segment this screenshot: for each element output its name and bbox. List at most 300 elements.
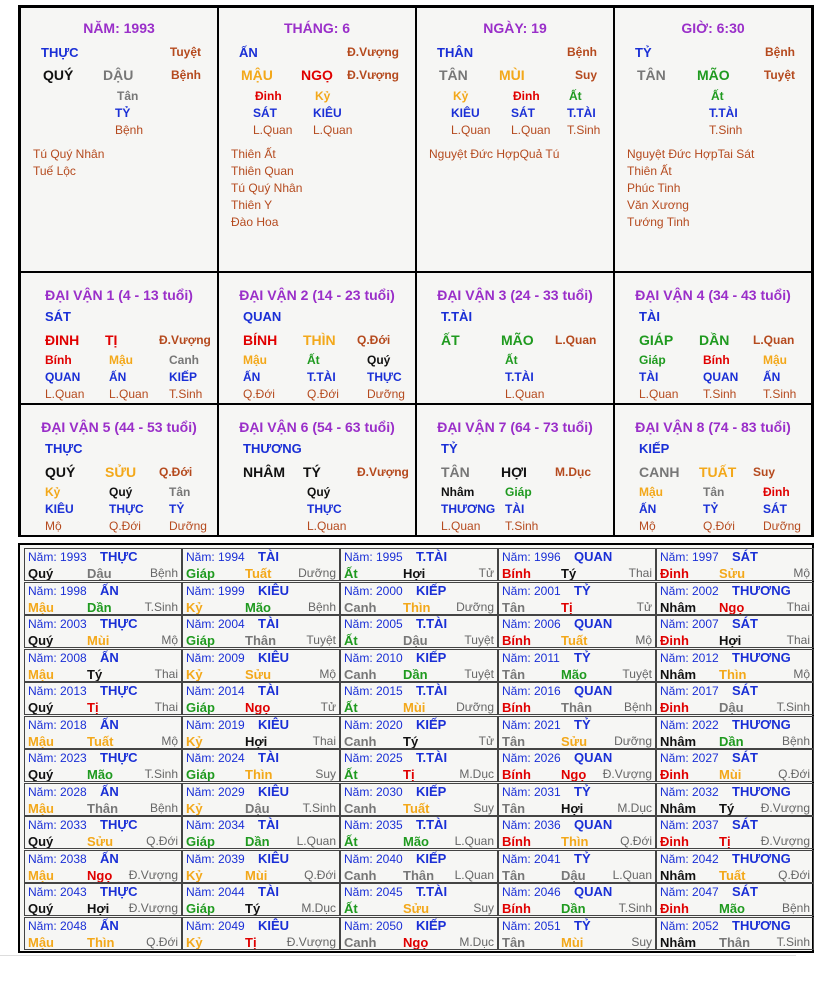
year-stem: Quý [28,566,54,581]
year-number: 2039 [214,851,245,866]
special-star: Thiên Ất [231,147,276,161]
year-branch: Sửu [561,733,588,749]
year-branch: Tuất [87,733,114,749]
year-cell [340,716,498,749]
year-ten-god: QUAN [574,616,613,631]
year-cell [498,682,656,715]
year-number: 2024 [214,751,245,765]
year-cell [182,649,340,682]
year-label [660,651,719,665]
year-stem: Canh [344,733,377,749]
year-label [186,852,245,866]
year-ten-god: SÁT [732,683,758,698]
year-prefix: Năm: [28,617,57,631]
year-growth: M.Dục [301,901,336,915]
year-branch: Mão [719,901,745,916]
year-ten-god: TÀI [258,683,279,698]
year-ten-god: TỶ [574,582,591,598]
luck-growth: Q.Đới [357,333,391,347]
year-stem: Đinh [660,700,689,715]
hidden-ten-god: T.TÀI [567,106,596,120]
year-growth: T.Sinh [144,599,178,614]
year-stem: Đinh [660,633,689,648]
year-stem: Ất [344,566,358,581]
earthly-branch: MÃO [697,67,730,83]
pillar-cell [218,7,416,272]
year-prefix: Năm: [28,550,57,564]
year-prefix: Năm: [344,818,373,832]
hidden-stem: Ất [569,89,582,103]
luck-hidden-stem: Quý [109,485,133,499]
year-stem: Kỷ [186,666,203,682]
year-label [28,584,87,598]
year-stem: Nhâm [660,666,697,682]
luck-ten-god: SÁT [45,309,71,324]
luck-pillar-cell [218,404,416,536]
year-growth: Tử [636,599,652,614]
year-ten-god: KIÊU [258,649,290,665]
year-label [28,617,87,631]
luck-pillar-cell [20,404,218,536]
year-branch: Ngọ [561,767,587,782]
year-label [28,651,87,665]
year-stem: Ất [344,700,358,715]
year-ten-god: TÀI [258,884,279,899]
year-ten-god: TỶ [574,783,591,799]
year-ten-god: TÀI [258,616,279,631]
year-prefix: Năm: [660,885,689,899]
year-branch: Thìn [719,666,747,682]
luck-hidden-stem: Bính [703,353,730,367]
year-branch: Thìn [245,767,273,782]
year-ten-god: T.TÀI [416,616,448,631]
year-label [660,718,719,732]
year-growth: Dưỡng [456,599,494,614]
growth-stage-top: Tuyệt [169,45,201,59]
special-star: Phúc Tinh [627,181,681,195]
growth-stage: Bệnh [171,68,201,82]
year-ten-god: QUAN [574,884,613,899]
luck-hidden-stem: Mậu [109,353,133,367]
year-branch: Dậu [403,633,428,648]
year-growth: Bệnh [149,800,178,815]
pillar-cell [416,7,614,272]
year-cell [182,749,340,782]
year-prefix: Năm: [186,617,215,631]
year-number: 2003 [56,617,87,631]
year-growth: Đ.Vượng [128,867,178,882]
year-growth: Bệnh [623,700,652,714]
year-branch: Tý [245,901,261,916]
luck-growth: Đ.Vượng [159,333,211,347]
luck-ten-god: THỰC [45,441,83,456]
luck-stem: CANH [639,464,680,480]
year-label [186,818,245,832]
year-growth: Tử [320,700,336,714]
luck-hidden-stem: Quý [307,485,331,499]
year-stem: Quý [28,767,54,782]
year-prefix: Năm: [502,717,531,732]
year-number: 1995 [372,550,403,564]
year-growth: Thai [628,566,652,580]
growth-stage-top: Bệnh [567,45,597,59]
year-cell [340,548,498,581]
year-stem: Giáp [186,767,215,782]
pillar-title: NGÀY: 19 [483,20,547,36]
year-branch: Hợi [403,566,426,581]
year-growth: Mộ [161,733,178,748]
year-number: 2009 [214,650,245,665]
year-prefix: Năm: [502,885,531,899]
year-prefix: Năm: [186,885,215,899]
year-number: 2002 [688,583,719,598]
year-ten-god: QUAN [574,750,613,765]
growth-stage: Suy [574,68,597,82]
year-stem: Kỷ [186,867,203,883]
year-number: 2007 [688,617,719,631]
year-prefix: Năm: [344,684,373,698]
year-cell [182,850,340,883]
hidden-growth: L.Quan [253,123,293,137]
year-stem: Tân [502,599,526,615]
year-growth: Mộ [793,666,810,681]
luck-hidden-growth: L.Quan [505,387,545,401]
year-prefix: Năm: [660,550,689,564]
year-branch: Hợi [719,633,742,648]
year-growth: Q.Đới [304,867,336,882]
luck-hidden-ten-god: T.TÀI [505,370,534,384]
year-number: 2001 [530,583,561,598]
year-number: 1997 [688,550,719,564]
luck-hidden-stem: Ất [505,353,518,367]
luck-ten-god: TÀI [639,309,660,324]
year-prefix: Năm: [344,751,373,765]
year-growth: Q.Đới [620,834,652,848]
pillar-cell [614,7,812,272]
year-prefix: Năm: [502,851,531,866]
year-number: 2050 [372,918,403,933]
year-number: 2027 [688,751,719,765]
special-star: Đào Hoa [231,215,279,229]
luck-hidden-ten-god: QUAN [45,370,81,384]
year-prefix: Năm: [28,751,57,765]
year-number: 2016 [530,684,561,698]
year-stem: Ất [344,901,358,916]
year-ten-god: QUAN [574,683,613,698]
year-label [502,718,561,732]
year-prefix: Năm: [28,717,57,732]
special-star: Thiên Y [231,198,273,212]
year-prefix: Năm: [28,818,57,832]
year-prefix: Năm: [344,851,373,866]
year-number: 2004 [214,617,245,631]
year-prefix: Năm: [502,684,531,698]
year-branch: Tị [403,767,415,782]
year-cell [24,582,182,615]
luck-hidden-stem: Tân [703,485,725,499]
year-ten-god: KIÊU [258,850,290,866]
year-growth: M.Dục [459,767,494,781]
year-branch: Thân [87,800,119,816]
year-branch: Ngọ [719,599,745,615]
year-growth: Dưỡng [298,566,336,580]
year-label [344,684,403,698]
luck-hidden-ten-god: SÁT [763,502,787,516]
hidden-ten-god: T.TÀI [709,106,738,120]
year-number: 2040 [372,851,403,866]
pillar-cell [20,7,218,272]
year-branch: Thân [403,867,435,883]
year-label [660,550,719,564]
year-branch: Thân [561,700,593,715]
year-number: 2032 [688,784,719,799]
year-branch: Dần [403,666,428,682]
year-growth: Dưỡng [614,733,652,748]
year-branch: Mùi [245,867,268,883]
year-prefix: Năm: [344,717,373,732]
luck-hidden-stem: Mậu [243,353,267,367]
year-label [660,818,719,832]
year-growth: Đ.Vượng [128,901,178,915]
year-branch: Tị [719,834,731,849]
year-number: 2006 [530,617,561,631]
year-number: 2005 [372,617,403,631]
year-number: 2042 [688,851,719,866]
special-star: Thiên Ất [627,164,672,178]
luck-hidden-stem: Quý [367,353,391,367]
luck-hidden-growth: Q.Đới [243,387,275,401]
year-cell [340,783,498,816]
year-ten-god: THỰC [100,817,138,832]
luck-branch: TỊ [105,332,118,348]
year-branch: Tý [561,566,577,581]
year-branch: Mùi [719,767,742,782]
luck-hidden-ten-god: THỰC [367,370,402,384]
hidden-ten-god: KIÊU [451,106,480,120]
year-stem: Ất [344,834,358,849]
year-branch: Dần [87,599,112,615]
year-growth: Mộ [319,666,336,681]
year-growth: Mộ [793,566,810,580]
year-ten-god: T.TÀI [416,884,448,899]
luck-hidden-ten-god: TỶ [169,502,185,516]
year-prefix: Năm: [186,717,215,732]
year-branch: Dậu [245,800,270,816]
luck-hidden-ten-god: THỰC [307,502,342,516]
year-prefix: Năm: [502,818,531,832]
year-stem: Bính [502,633,531,648]
year-stem: Đinh [660,834,689,849]
year-number: 2041 [530,851,561,866]
year-label [28,885,87,899]
year-branch: Ngọ [403,934,429,950]
year-growth: T.Sinh [618,901,652,915]
year-cell [656,749,814,782]
year-label [28,751,87,765]
year-label [28,818,87,832]
year-branch: Tuất [245,566,272,581]
year-growth: Thai [154,666,178,681]
year-label [344,818,403,832]
luck-hidden-stem: Mậu [763,353,787,367]
year-growth: Bệnh [781,901,810,915]
year-growth: M.Dục [617,800,652,815]
year-number: 2015 [372,684,403,698]
year-cell [182,883,340,916]
year-branch: Thìn [561,834,589,849]
year-ten-god: QUAN [574,817,613,832]
year-number: 1998 [56,583,87,598]
year-number: 2052 [688,918,719,933]
luck-ten-god: TỶ [441,441,458,456]
year-branch: Sửu [719,566,746,581]
year-growth: Q.Đới [146,834,178,848]
luck-title: ĐẠI VẬN 2 (14 - 23 tuổi) [239,287,395,303]
year-cell [498,582,656,615]
year-cell [498,883,656,916]
year-number: 2023 [56,751,87,765]
year-label [502,852,561,866]
luck-hidden-stem: Giáp [639,353,666,367]
year-branch: Mão [561,666,587,682]
year-cell [498,749,656,782]
ten-god-stem: ẤN [239,45,258,60]
year-stem: Nhâm [660,867,697,883]
year-prefix: Năm: [186,550,215,564]
year-growth: L.Quan [612,867,652,882]
year-stem: Tân [502,867,526,883]
year-branch: Thân [719,934,751,950]
year-number: 2028 [56,784,87,799]
hidden-stem: Đinh [255,89,282,103]
year-stem: Canh [344,934,377,950]
year-prefix: Năm: [660,918,689,933]
year-stem: Mậu [28,800,54,816]
year-label [502,651,560,665]
year-label [186,751,245,765]
year-growth: Đ.Vượng [602,767,652,781]
year-number: 2043 [56,885,87,899]
year-prefix: Năm: [660,684,689,698]
year-prefix: Năm: [344,918,373,933]
year-branch: Tị [245,934,257,950]
year-ten-god: T.TÀI [416,683,448,698]
year-stem: Nhâm [660,599,697,615]
year-branch: Dậu [561,867,586,883]
hidden-growth: T.Sinh [709,123,743,137]
year-branch: Sửu [403,901,430,916]
year-ten-god: T.TÀI [416,549,448,564]
luck-stem: TÂN [441,464,470,480]
year-ten-god: QUAN [574,549,613,564]
year-cell [182,548,340,581]
pillar-title: NĂM: 1993 [83,20,155,36]
year-stem: Nhâm [660,733,697,749]
year-ten-god: ẤN [100,716,119,732]
year-stem: Giáp [186,633,215,648]
luck-hidden-growth: T.Sinh [763,387,797,401]
year-prefix: Năm: [186,851,215,866]
year-prefix: Năm: [502,550,531,564]
luck-stem: ẤT [441,332,460,348]
year-branch: Tý [403,733,419,749]
year-label [344,852,403,866]
year-prefix: Năm: [186,818,215,832]
earthly-branch: NGỌ [301,67,333,83]
year-cell [24,850,182,883]
year-branch: Thân [245,633,277,648]
year-branch: Tuất [403,800,430,816]
year-stem: Quý [28,633,54,648]
year-number: 2019 [214,717,245,732]
year-ten-god: KIẾP [416,716,447,732]
luck-hidden-ten-god: KIẾP [169,370,198,384]
year-ten-god: ẤN [100,850,119,866]
year-cell [340,850,498,883]
year-ten-god: KIẾP [416,582,447,598]
luck-hidden-ten-god: TÀI [639,370,659,384]
year-number: 2049 [214,918,245,933]
year-cell [656,548,814,581]
year-label [502,617,561,631]
hidden-growth: Bệnh [115,123,144,137]
year-prefix: Năm: [344,784,373,799]
year-number: 2012 [688,650,719,665]
year-stem: Canh [344,666,377,682]
hidden-stem: Kỷ [315,89,331,103]
year-growth: Thai [312,733,336,748]
ten-god-stem: THÂN [437,45,474,60]
year-growth: Bệnh [781,733,810,748]
year-label [186,617,245,631]
year-ten-god: SÁT [732,750,758,765]
year-label [28,919,87,933]
year-prefix: Năm: [660,583,689,598]
year-branch: Dậu [87,566,112,581]
year-branch: Dần [245,834,270,849]
year-number: 2037 [688,818,719,832]
year-label [502,684,561,698]
year-branch: Thìn [87,934,115,950]
year-cell [656,716,814,749]
year-branch: Mão [403,834,429,849]
luck-ten-god: THƯƠNG [243,441,302,456]
year-prefix: Năm: [344,617,373,631]
year-cell [656,917,814,950]
luck-hidden-growth: Dưỡng [367,387,405,401]
year-growth: M.Dục [459,934,494,949]
year-prefix: Năm: [28,583,57,598]
year-growth: Tử [478,566,494,580]
year-ten-god: THỰC [100,549,138,564]
year-label [344,550,403,564]
growth-stage-top: Đ.Vượng [347,45,399,59]
year-cell [24,716,182,749]
year-number: 2044 [214,885,245,899]
year-cell [24,816,182,849]
year-ten-god: T.TÀI [416,817,448,832]
year-prefix: Năm: [28,650,57,665]
year-cell [656,816,814,849]
year-prefix: Năm: [28,784,57,799]
year-ten-god: KIẾP [416,917,447,933]
hidden-stem: Đinh [513,89,540,103]
year-number: 2031 [530,784,561,799]
year-branch: Hợi [561,800,584,816]
year-label [344,617,403,631]
year-branch: Mão [87,767,113,782]
year-growth: Suy [631,934,652,949]
